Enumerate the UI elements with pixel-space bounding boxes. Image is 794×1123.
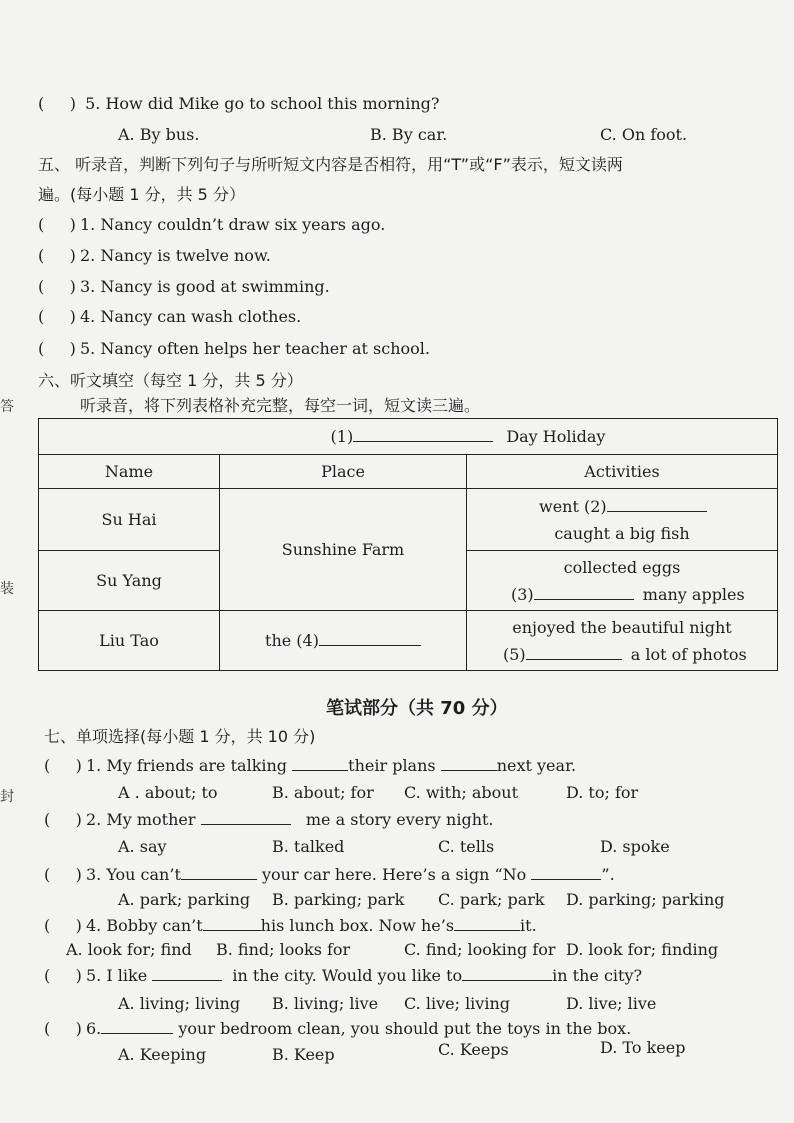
section5-item: [38, 307, 301, 327]
place-cell: Sunshine Farm: [220, 489, 467, 611]
option-a: A. living; living: [118, 994, 241, 1013]
answer-paren[interactable]: ( ): [44, 756, 82, 775]
binding-margin-mark: 封: [0, 789, 14, 805]
option-b: B. living; live: [272, 994, 379, 1013]
option-b: B. By car.: [370, 125, 448, 144]
blank[interactable]: [531, 865, 601, 880]
answer-paren[interactable]: ( ): [38, 307, 76, 326]
option-c: C. park; park: [438, 890, 545, 909]
section6-title: 六、听文填空（每空 1 分，共 5 分）: [38, 371, 303, 390]
item-text: 1. Nancy couldn’t draw six years ago.: [80, 215, 386, 234]
blank[interactable]: [441, 756, 497, 771]
option-c: C. with; about: [404, 783, 519, 802]
option-a: A . about; to: [118, 783, 218, 802]
section7-title: 七、单项选择(每小题 1 分，共 10 分): [44, 727, 316, 746]
option-a: A. look for; find: [66, 940, 192, 959]
section5-item: [38, 215, 385, 235]
option-b: B. find; looks for: [216, 940, 351, 959]
option-b: B. parking; park: [272, 890, 405, 909]
activity-cell: collected eggs (3) many apples: [467, 551, 778, 611]
header-place: Place: [220, 455, 467, 489]
binding-margin-mark: 装: [0, 581, 14, 597]
mc-question-6: ( ) 6. your bedroom clean, you should put the toys in the box.: [44, 1019, 632, 1038]
option-a: A. say: [118, 837, 167, 856]
blank[interactable]: [152, 966, 222, 981]
option-c: C. live; living: [404, 994, 510, 1013]
option-a: A. park; parking: [118, 890, 251, 909]
option-d: D. To keep: [600, 1038, 686, 1057]
item-text: 5. Nancy often helps her teacher at school.: [80, 339, 430, 358]
mc-question-3: ( ) 3. You can’t your car here. Here’s a sign “No ”.: [44, 865, 615, 884]
item-text: 3. Nancy is good at swimming.: [80, 277, 330, 296]
option-a: A. By bus.: [118, 125, 200, 144]
binding-margin-mark: 答: [0, 399, 14, 415]
activity-cell: enjoyed the beautiful night (5) a lot of photos: [467, 611, 778, 671]
answer-paren[interactable]: ( ): [38, 94, 76, 113]
blank[interactable]: [203, 916, 261, 931]
blank[interactable]: [292, 756, 348, 771]
answer-paren[interactable]: ( ): [38, 339, 76, 358]
table-title: (1) Day Holiday: [39, 419, 778, 455]
item-text: 2. Nancy is twelve now.: [80, 246, 271, 265]
blank-1[interactable]: [353, 427, 493, 442]
blank[interactable]: [454, 916, 520, 931]
mc-question-1: ( ) 1. My friends are talking their plans next year.: [44, 756, 577, 775]
answer-paren[interactable]: ( ): [38, 277, 76, 296]
blank-4[interactable]: [319, 631, 421, 646]
blank-2[interactable]: [607, 497, 707, 512]
section5-item: [38, 246, 271, 266]
option-b: B. Keep: [272, 1045, 335, 1064]
header-name: Name: [39, 455, 220, 489]
answer-paren[interactable]: ( ): [44, 916, 82, 935]
blank[interactable]: [201, 810, 291, 825]
option-d: D. look for; finding: [566, 940, 719, 959]
header-activities: Activities: [467, 455, 778, 489]
row-name: Liu Tao: [39, 611, 220, 671]
answer-paren[interactable]: ( ): [44, 1019, 82, 1038]
activity-cell: went (2) caught a big fish: [467, 489, 778, 551]
holiday-table: [38, 418, 778, 671]
option-a: A. Keeping: [118, 1045, 207, 1064]
blank[interactable]: [181, 865, 257, 880]
item-text: 4. Nancy can wash clothes.: [80, 307, 302, 326]
question-text: 5. How did Mike go to school this morning?: [85, 94, 440, 113]
option-d: D. parking; parking: [566, 890, 725, 909]
option-c: C. tells: [438, 837, 495, 856]
answer-paren[interactable]: ( ): [38, 215, 76, 234]
blank[interactable]: [462, 966, 552, 981]
answer-paren[interactable]: ( ): [44, 810, 82, 829]
mc-question-2: ( ) 2. My mother me a story every night.: [44, 810, 494, 829]
section6-instruction: 听录音，将下列表格补充完整，每空一词，短文读三遍。: [80, 396, 481, 415]
option-d: D. to; for: [566, 783, 639, 802]
section5-item: [38, 339, 430, 359]
row-name: Su Hai: [39, 489, 220, 551]
answer-paren[interactable]: ( ): [38, 246, 76, 265]
prev-question: [38, 94, 439, 114]
mc-question-4: ( ) 4. Bobby can’t his lunch box. Now he’s it.: [44, 916, 537, 935]
option-d: D. live; live: [566, 994, 657, 1013]
section5-title-line2: 遍。(每小题 1 分，共 5 分）: [38, 185, 245, 204]
answer-paren[interactable]: ( ): [44, 966, 82, 985]
blank[interactable]: [101, 1019, 173, 1034]
option-b: B. about; for: [272, 783, 374, 802]
option-c: C. Keeps: [438, 1040, 509, 1059]
place-cell: the (4): [220, 611, 467, 671]
option-c: C. find; looking for: [404, 940, 556, 959]
blank-3[interactable]: [534, 585, 634, 600]
row-name: Su Yang: [39, 551, 220, 611]
blank-5[interactable]: [526, 645, 622, 660]
mc-question-5: ( ) 5. I like in the city. Would you like to in the city?: [44, 966, 643, 985]
section5-item: [38, 277, 330, 297]
section5-title-line1: 五、 听录音，判断下列句子与所听短文内容是否相符，用“T”或“F”表示，短文读两: [38, 155, 623, 174]
option-b: B. talked: [272, 837, 345, 856]
option-d: D. spoke: [600, 837, 670, 856]
option-c: C. On foot.: [600, 125, 688, 144]
answer-paren[interactable]: ( ): [44, 865, 82, 884]
written-part-title: 笔试部分（共 70 分）: [326, 698, 508, 719]
